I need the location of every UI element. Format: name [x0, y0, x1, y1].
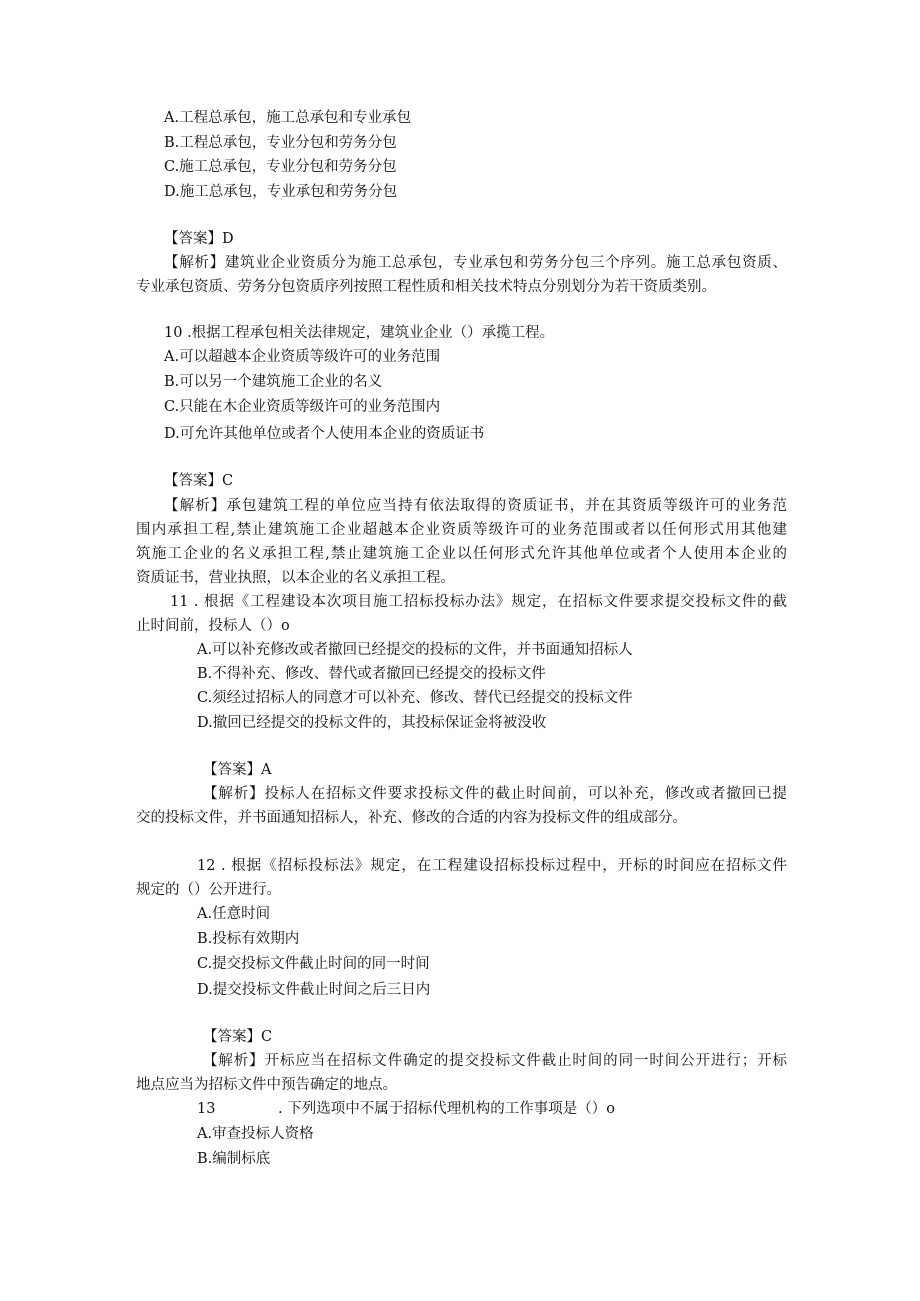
q9-analysis-line-1: 【解析】建筑业企业资质分为施工总承包，专业承包和劳务分包三个序列。施工总承包资质、 [164, 255, 787, 271]
q10-analysis-line-2: 围内承担工程,禁止建筑施工企业超越本企业资质等级许可的业务范围或者以任何形式用其他建 [136, 522, 787, 538]
q10-stem: 10 .根据工程承包相关法律规定，建筑业企业（）承揽工程。 [164, 325, 555, 341]
q12-answer: 【答案】C [203, 1029, 273, 1045]
q12-option-c: C.提交投标文件截止时间的同一时间 [197, 956, 430, 972]
q9-analysis-line-2: 专业承包资质、劳务分包资质序列按照工程性质和相关技术特点分别划分为若干资质类别。 [136, 279, 716, 295]
q12-analysis-line-1: 【解析】开标应当在招标文件确定的提交投标文件截止时间的同一时间公开进行；开标 [203, 1053, 787, 1069]
q9-option-b: B.工程总承包，专业分包和劳务分包 [164, 135, 397, 151]
q11-option-a: A.可以补充修改或者撤回已经提交的投标的文件，并书面通知招标人 [197, 642, 633, 658]
q9-option-d: D.施工总承包，专业承包和劳务分包 [164, 184, 398, 200]
q13-option-b: B.编制标底 [197, 1151, 271, 1167]
q13-option-a: A.审查投标人资格 [197, 1126, 314, 1142]
q12-stem-line-2: 规定的（）公开进行。 [136, 882, 281, 898]
q13-number: 13 [197, 1101, 216, 1117]
q11-stem-line-2: 止时间前，投标人（）o [136, 618, 290, 634]
q11-option-c: C.须经过招标人的同意才可以补充、修改、替代已经提交的投标文件 [197, 690, 633, 706]
q12-option-a: A.任意时间 [197, 906, 271, 922]
q10-answer: 【答案】C [164, 473, 234, 489]
q10-analysis-line-3: 筑施工企业的名义承担工程,禁止建筑施工企业以任何形式允许其他单位或者个人使用本企业的 [136, 546, 787, 562]
q11-answer: 【答案】A [203, 762, 272, 778]
q10-analysis-line-4: 资质证书，营业执照，以本企业的名义承担工程。 [136, 570, 455, 586]
q11-option-b: B.不得补充、修改、替代或者撤回已经提交的投标文件 [197, 666, 546, 682]
q9-option-a: A.工程总承包，施工总承包和专业承包 [164, 110, 412, 126]
q12-option-b: B.投标有效期内 [197, 931, 300, 947]
q10-option-c: C.只能在木企业资质等级许可的业务范围内 [164, 399, 441, 415]
q11-stem-line-1: 11 . 根据《工程建设本次项目施工招标投标办法》规定，在招标文件要求提交投标文件的截 [170, 594, 787, 610]
q10-option-d: D.可允许其他单位或者个人使用本企业的资质证书 [164, 426, 485, 442]
q13-stem: . 下列选项中不属于招标代理机构的工作事项是（）o [278, 1101, 615, 1117]
q12-stem-line-1: 12 . 根据《招标投标法》规定，在工程建设招标投标过程中，开标的时间应在招标文件 [197, 858, 787, 874]
q12-option-d: D.提交投标文件截止时间之后三日内 [197, 982, 431, 998]
q9-answer: 【答案】D [164, 231, 234, 247]
q10-analysis-line-1: 【解析】承包建筑工程的单位应当持有依法取得的资质证书，并在其资质等级许可的业务范 [164, 498, 787, 514]
q10-option-a: A.可以超越本企业资质等级许可的业务范围 [164, 349, 441, 365]
q11-analysis-line-2: 交的投标文件，并书面通知招标人，补充、修改的合适的内容为投标文件的组成部分。 [136, 810, 687, 826]
q12-analysis-line-2: 地点应当为招标文件中预告确定的地点。 [136, 1077, 397, 1093]
q11-analysis-line-1: 【解析】投标人在招标文件要求投标文件的截止时间前，可以补充，修改或者撤回已提 [203, 786, 787, 802]
q10-option-b: B.可以另一个建筑施工企业的名义 [164, 374, 383, 390]
q11-option-d: D.撤回已经提交的投标文件的，其投标保证金将被没收 [197, 715, 547, 731]
q9-option-c: C.施工总承包，专业分包和劳务分包 [164, 159, 397, 175]
